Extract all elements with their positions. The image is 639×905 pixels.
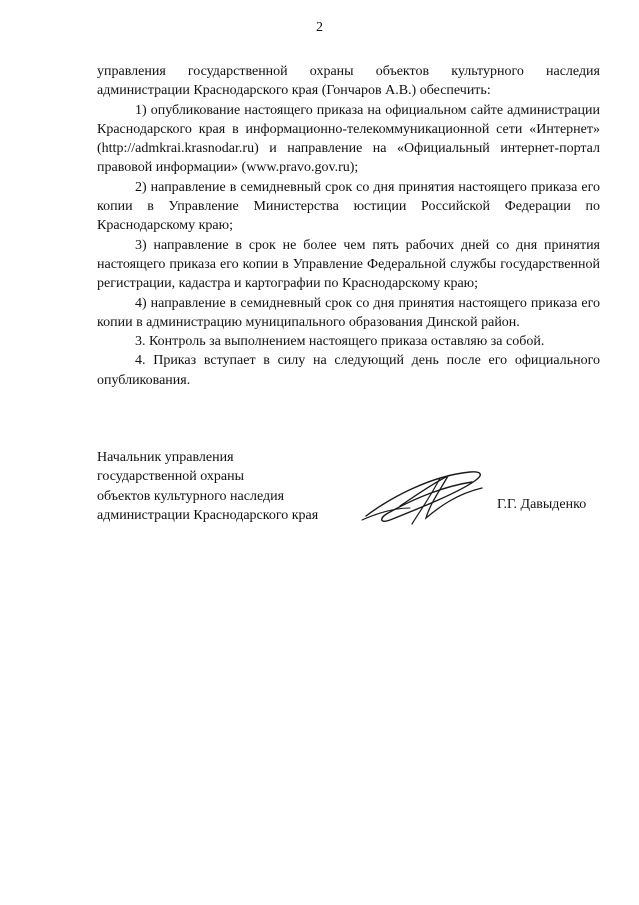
paragraph-clause-4: 4. Приказ вступает в силу на следующий день после его официального опубликования. [97, 353, 600, 388]
signatory-position-line: администрации Краснодарского края [97, 507, 319, 523]
paragraph-intro: управления государственной охраны объектов культурного наследия администрации Краснодарского края (Гончаров А.В.) обеспечить: [97, 64, 600, 99]
paragraph-item-2: 2) направление в семидневный срок со дня принятия настоящего приказа его копии в Управление Министерства юстиции Российской Федерации по Краснодарскому краю; [97, 179, 600, 234]
paragraph-item-4: 4) направление в семидневный срок со дня принятия настоящего приказа его копии в администрацию муниципального образования Динской район. [97, 295, 600, 330]
paragraph-item-3: 3) направление в срок не более чем пять рабочих дней со дня принятия настоящего приказа его копии в Управление Федеральной службы государственной регистрации, кадастра и картографии по Краснодарскому краю; [97, 237, 600, 292]
signatory-position-line: государственной охраны [97, 469, 245, 485]
signer-name: Г.Г. Давыденко [497, 497, 587, 512]
paragraph-clause-3: 3. Контроль за выполнением настоящего приказа оставляю за собой. [135, 334, 545, 350]
signatory-position-line: Начальник управления [97, 450, 234, 465]
signatory-position-line: объектов культурного наследия [97, 488, 285, 504]
handwritten-signature [360, 468, 490, 528]
signatory-position [97, 448, 357, 525]
page-number: 2 [316, 20, 323, 35]
document-body [97, 62, 600, 390]
paragraph-item-1: 1) опубликование настоящего приказа на официальном сайте администрации Краснодарского края в информационно-телекоммуникационной сети «Интернет» (http://admkrai.krasnodar.ru) и направление на «Официальный интернет-портал правовой информации» (www.pravo.gov.ru); [97, 102, 600, 176]
